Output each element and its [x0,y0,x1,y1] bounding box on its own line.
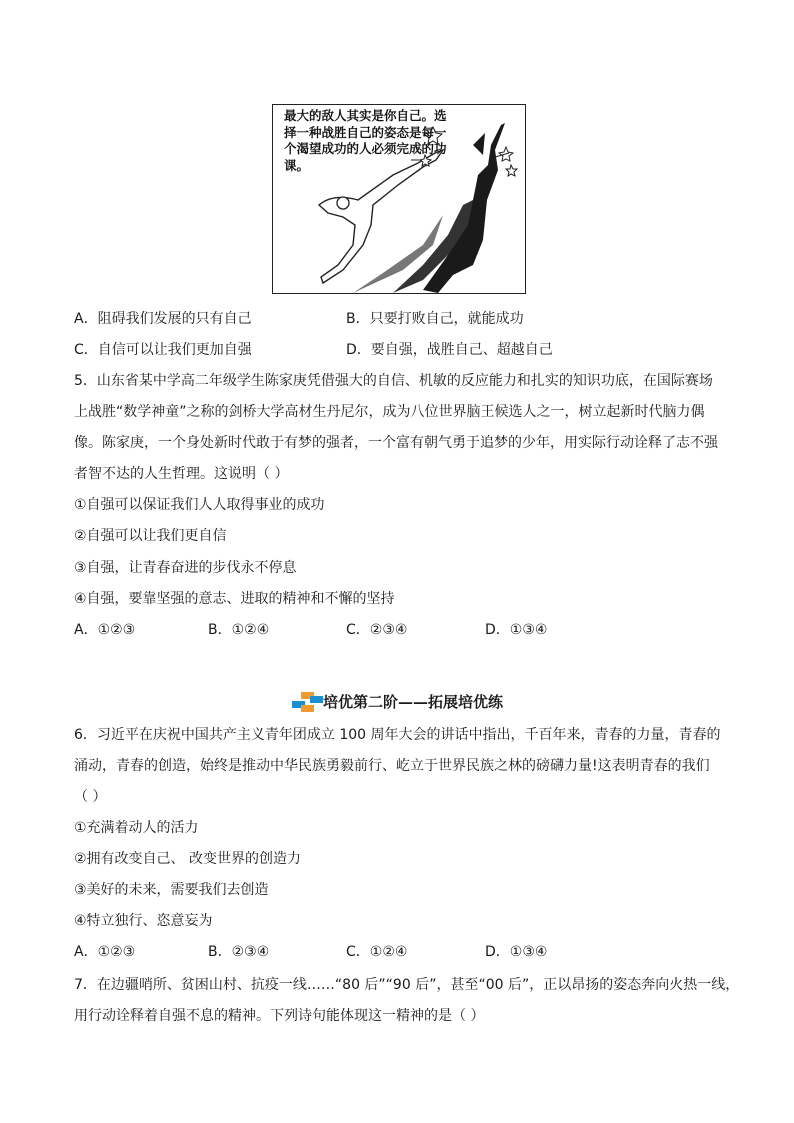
q5-option-a[interactable]: A．①②③ [74,622,136,638]
q5-stem-line-2: 上战胜“数学神童”之称的剑桥大学高材生丹尼尔，成为八位世界脑王候选人之一，树立起新时代脑力偶 [74,404,705,420]
section-heading [0,691,794,713]
q5-stem-line-3: 像。陈家庚，一个身处新时代敢于有梦的强者，一个富有朝气勇于追梦的少年，用实际行动诠释了志不强 [74,435,718,451]
section-decor-icon [310,696,323,703]
q4-option-a[interactable]: A．阻碍我们发展的只有自己 [74,311,252,327]
q4-option-d[interactable]: D．要自强，战胜自己、超越自己 [346,342,553,358]
q6-option-d[interactable]: D．①③④ [485,944,548,960]
q5-option-c[interactable]: C．②③④ [346,622,408,638]
q6-option-b[interactable]: B．②③④ [208,944,270,960]
q6-statement-2: ②拥有改变自己、 改变世界的创造力 [74,851,302,867]
cartoon-caption: 最大的敌人其实是你自己。选择一种战胜自己的姿态是每一个渴望成功的人必须完成的功课。 [284,108,447,173]
q5-option-b[interactable]: B．①②④ [208,622,270,638]
q5-statement-4: ④自强，要靠坚强的意志、进取的精神和不懈的坚持 [74,591,395,607]
cartoon-illustration [272,104,526,294]
q5-statement-3: ③自强，让青春奋进的步伐永不停息 [74,560,297,576]
q6-stem-line-2: 涌动，青春的创造，始终是推动中华民族勇毅前行、屹立于世界民族之林的磅礴力量!这表明青春的我们 [74,758,710,774]
q4-option-b[interactable]: B．只要打败自己，就能成功 [346,311,524,327]
q5-statement-2: ②自强可以让我们更自信 [74,528,227,544]
q7-stem-line-1: 7．在边疆哨所、贫困山村、抗疫一线……“80 后”“90 后”，甚至“00 后”，正以昂扬的姿态奔向火热一线， [74,977,740,993]
q6-stem-line-1: 6．习近平在庆祝中国共产主义青年团成立 100 周年大会的讲话中指出，千百年来，青春的力量，青春的 [74,727,721,743]
q6-stem-line-3: （ ） [74,789,107,805]
q5-stem-line-1: 5．山东省某中学高二年级学生陈家庚凭借强大的自信、机敏的反应能力和扎实的知识功底，在国际赛场 [74,373,713,389]
q7-stem-line-2: 用行动诠释着自强不息的精神。下列诗句能体现这一精神的是（ ） [74,1008,485,1024]
q6-option-c[interactable]: C．①②④ [346,944,408,960]
q5-statement-1: ①自强可以保证我们人人取得事业的成功 [74,497,325,513]
q6-statement-4: ④特立独行、恣意妄为 [74,913,213,929]
q6-statement-3: ③美好的未来，需要我们去创造 [74,882,269,898]
q6-statement-1: ①充满着动人的活力 [74,820,199,836]
q4-option-c[interactable]: C．自信可以让我们更加自强 [74,342,252,358]
section-decor-icon [301,705,314,712]
section-title: 培优第二阶——拓展培优练 [322,693,503,711]
section-heading-inner [291,691,503,713]
q6-option-a[interactable]: A．①②③ [74,944,136,960]
q5-option-d[interactable]: D．①③④ [485,622,548,638]
q5-stem-line-4: 者智不达的人生哲理。这说明（ ） [74,466,289,482]
